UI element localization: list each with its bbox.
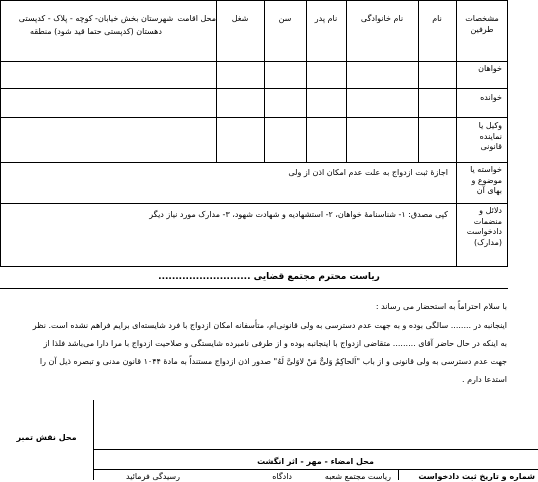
label-col-border	[456, 0, 457, 266]
signature-bottom-border	[93, 469, 538, 470]
table-right-border	[507, 0, 508, 266]
row-3-border	[0, 162, 508, 163]
header-name: نام	[432, 14, 442, 23]
evidence-text: کپی مصدق: ۱- شناسنامهٔ خواهان، ۲- استشهادیه و شهادت شهود، ۳- مدارک مورد نیاز دیگر	[149, 210, 448, 219]
stamp-label: محل نقش تمبر	[16, 433, 77, 442]
body-heading: ریاست محترم مجتمع قضایی ...........................	[158, 272, 380, 282]
row-2-border	[0, 117, 508, 118]
header-age: سن	[278, 14, 292, 23]
header-residence: محل اقامت	[177, 14, 216, 23]
registration-label: شماره و تاریخ ثبت دادخواست	[418, 472, 535, 481]
header-family: نام خانوادگی	[360, 14, 404, 23]
stamp-box-border	[93, 400, 94, 480]
subject-label: خواسته یا موضوع و بهای آن	[470, 165, 502, 195]
body-line-3: جهت عدم دسترسی به ولی قانونی و از باب "اَلحاکِمُ وَلیٌّ مَنْ لاوَلیَّ لَهُ" صدور اذن ازدواج مستنداً به مادهٔ ۱۰۴۴ قانون مدنی و تبصره ذیل آن را	[39, 357, 507, 366]
body-line-2: به اینکه در حال حاضر آقای ......... متقاضی ازدواج با اینجانبه بوده و از طرفی نامبرده شایستگی و صلاحیت ازدواج با مرا دارا می‌باشد فلذا از	[43, 339, 507, 348]
court-complex-label: ریاست مجتمع شعبه	[324, 472, 391, 481]
body-line-4: استدعا دارم .	[462, 375, 507, 384]
subject-border	[0, 203, 508, 204]
table-left-border	[0, 0, 1, 266]
bottom-divider	[398, 469, 399, 480]
table-top-border	[0, 0, 508, 1]
body-line-1: اینجانبه در ........ سالگی بوده و به جهت عدم دسترسی به ولی قانونی‌ام، متأسفانه امکان ازدواج با فرد شایسته‌ای برایم فراهم نشده است. نظر	[32, 321, 507, 330]
review-label: رسیدگی فرمائید	[126, 472, 180, 481]
header-job: شغل	[231, 14, 249, 23]
row-1-border	[0, 88, 508, 89]
evidence-label: دلائل و منضمات دادخواست (مدارک)	[466, 206, 502, 247]
header-address: شهرستان بخش خیابان- کوچه - پلاک - کدپستی دهستان (کدپستی حتما قید شود) منطقه	[18, 14, 174, 36]
row-label-defendant: خوانده	[480, 93, 502, 102]
row-label-lawyer: وکیل یا نماینده قانونی	[478, 121, 502, 151]
signature-top-border	[93, 449, 538, 450]
court-label: دادگاه	[272, 472, 292, 481]
row-label-plaintiff: خواهان	[478, 64, 502, 73]
signature-label: محل امضاء - مهر - اثر انگشت	[257, 457, 374, 466]
heading-separator	[0, 288, 508, 289]
evidence-border	[0, 266, 508, 267]
subject-text: اجازهٔ ثبت ازدواج به علت عدم امکان اذن از ولی	[288, 168, 448, 177]
body-greeting: با سلام احتراماً به استحضار می رساند :	[375, 302, 507, 311]
header-row-border	[0, 61, 508, 62]
header-father: نام پدر	[314, 14, 338, 23]
header-specs: مشخصات طرفین	[465, 14, 499, 34]
